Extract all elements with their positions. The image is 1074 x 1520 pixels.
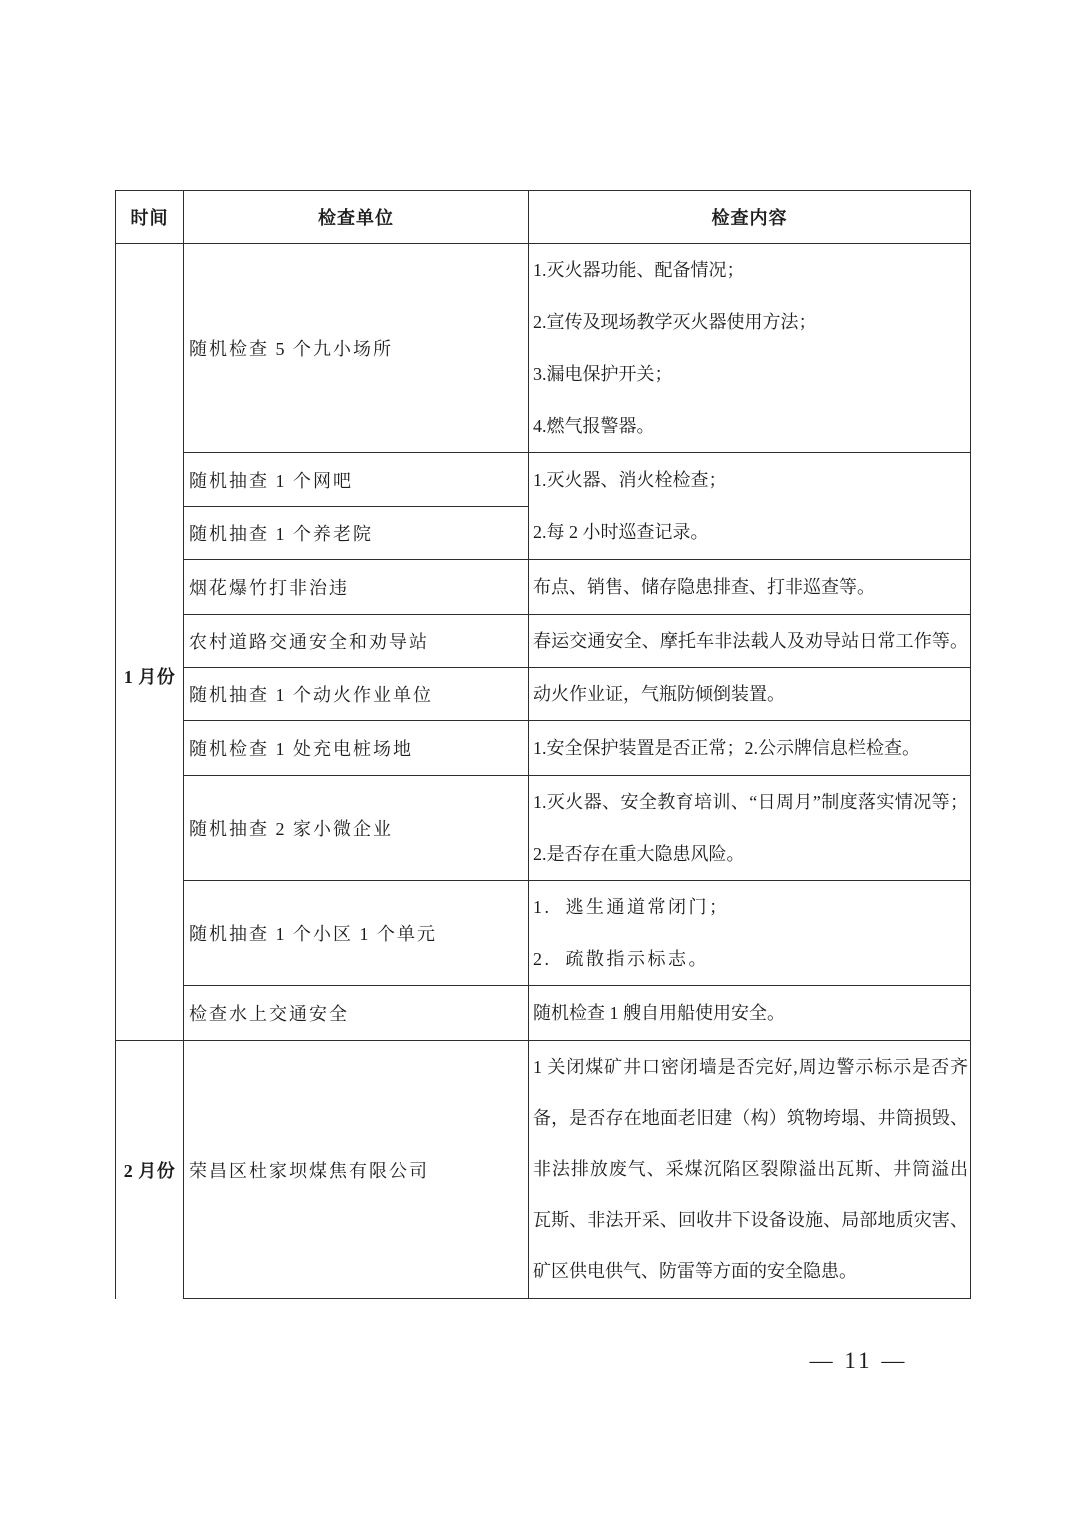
content-line: 布点、销售、储存隐患排查、打非巡查等。 [533,577,875,597]
content-line: 1.灭火器、安全教育培训、“日周月”制度落实情况等； [533,792,968,812]
content-line: 1.安全保护装置是否正常；2.公示牌信息栏检查。 [533,738,920,758]
month-label-january: 1 月份 [123,667,176,687]
content-cell-yanhua [529,560,971,615]
table-header-row [116,191,971,244]
table-row-yanhua [116,560,971,615]
content-cell-nongcun [529,615,971,668]
unit-cell-yanhua: 烟花爆竹打非治违 [184,560,529,615]
table-row-wangba [116,453,971,507]
inspection-table [115,190,971,1299]
content-line: 随机检查 1 艘自用船使用安全。 [533,1003,785,1023]
content-line: 动火作业证，气瓶防倾倒装置。 [533,684,785,704]
header-time: 时间 [116,191,184,244]
content-line: 2.每 2 小时巡查记录。 [533,522,709,542]
month-label-february: 2 月份 [123,1160,176,1181]
content-line: 4.燃气报警器。 [533,416,655,436]
content-cell-donghuo [529,668,971,721]
inspection-schedule-sheet [115,190,971,1299]
content-line: 2.是否存在重大隐患风险。 [533,844,745,864]
unit-cell-yanglaoyuan: 随机抽查 1 个养老院 [184,507,529,560]
content-line: 瓦斯、非法开采、回收井下设备设施、局部地质灾害、 [533,1210,968,1230]
header-content: 检查内容 [529,191,971,244]
content-cell-chongdianzhuang [529,721,971,776]
header-unit: 检查单位 [184,191,529,244]
table-row-donghuo [116,668,971,721]
table-row-shuishang [116,986,971,1041]
unit-cell-xiaowei: 随机抽查 2 家小微企业 [184,776,529,881]
unit-cell-donghuo: 随机抽查 1 个动火作业单位 [184,668,529,721]
unit-cell-jiuxiao: 随机检查 5 个九小场所 [184,244,529,453]
content-line: 1 关闭煤矿井口密闭墙是否完好,周边警示标示是否齐 [533,1057,968,1077]
unit-cell-shuishang: 检查水上交通安全 [184,986,529,1041]
table-row-xiaoqu [116,881,971,986]
content-line: 春运交通安全、摩托车非法载人及劝导站日常工作等。 [533,631,968,651]
content-cell-xiaoqu [529,881,971,986]
content-line: 矿区供电供气、防雷等方面的安全隐患。 [533,1261,857,1281]
table-row-jiuxiao [116,244,971,453]
table-row-xiaowei [116,776,971,881]
content-line: 1.灭火器、消火栓检查； [533,470,727,490]
content-line: 非法排放废气、采煤沉陷区裂隙溢出瓦斯、井筒溢出 [533,1159,968,1179]
content-line: 1.灭火器功能、配备情况； [533,260,745,280]
unit-cell-nongcun: 农村道路交通安全和劝导站 [184,615,529,668]
page-number: — 11 — [809,1348,908,1373]
content-cell-shuishang [529,986,971,1041]
content-cell-wangba-yanglaoyuan [529,453,971,560]
time-cell-february [116,1041,184,1299]
unit-cell-wangba: 随机抽查 1 个网吧 [184,453,529,507]
table-row-meijiao [116,1041,971,1299]
unit-cell-meijiao: 荣昌区杜家坝煤焦有限公司 [184,1041,529,1299]
unit-cell-chongdianzhuang: 随机检查 1 处充电桩场地 [184,721,529,776]
content-line: 3.漏电保护开关； [533,364,673,384]
content-cell-meijiao [529,1041,971,1299]
content-cell-xiaowei [529,776,971,881]
time-cell-january [116,244,184,1041]
content-line: 备，是否存在地面老旧建（构）筑物垮塌、井筒损毁、 [533,1108,968,1128]
content-cell-jiuxiao [529,244,971,453]
table-row-nongcun [116,615,971,668]
content-line: 1. 逃生通道常闭门； [533,897,730,917]
content-line: 2. 疏散指示标志。 [533,949,709,969]
unit-cell-xiaoqu: 随机抽查 1 个小区 1 个单元 [184,881,529,986]
content-line: 2.宣传及现场教学灭火器使用方法； [533,312,817,332]
table-row-chongdianzhuang [116,721,971,776]
